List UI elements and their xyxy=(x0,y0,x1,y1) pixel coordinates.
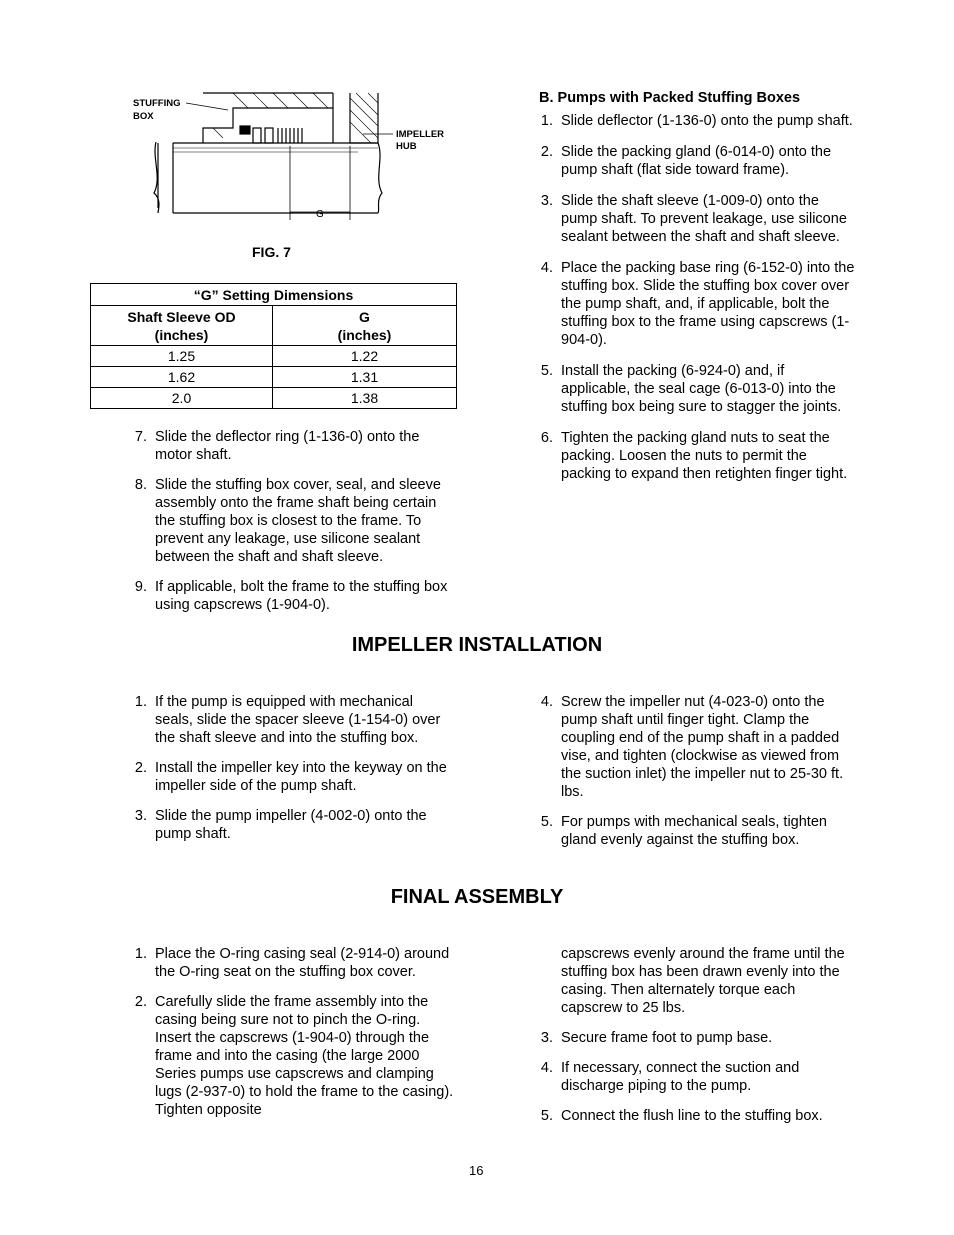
table-row xyxy=(91,367,457,388)
table-cell: 2.0 xyxy=(91,388,273,409)
list-item: 2. Carefully slide the frame assembly into the casing being sure not to pinch the O-ring. Insert the capscrews (1-904-0) through the frame and into the casing (the large 2000 Series pumps use capscrews and clamping lugs (2-937-0) to hold the frame to the casing). Tighten opposite xyxy=(134,994,454,1118)
list-item: 3. Slide the pump impeller (4-002-0) onto the pump shaft. xyxy=(134,808,427,842)
list-item: 3. Slide the shaft sleeve (1-009-0) onto the pump shaft. To prevent leakage, use silicone sealant between the shaft and shaft sleeve. xyxy=(540,193,847,245)
table-cell: 1.25 xyxy=(91,346,273,367)
table-header-g: G (inches) xyxy=(273,306,457,346)
left-top-steps xyxy=(129,428,454,614)
stuffing-box-label-line2: BOX xyxy=(133,111,154,122)
table-title: “G” Setting Dimensions xyxy=(91,284,457,306)
list-item: 2. Slide the packing gland (6-014-0) onto the pump shaft (flat side toward frame). xyxy=(540,144,832,178)
final-assembly-heading: FINAL ASSEMBLY xyxy=(390,886,564,908)
table-cell: 1.62 xyxy=(91,367,273,388)
packed-section-title: B. Pumps with Packed Stuffing Boxes xyxy=(539,90,801,106)
page-number: 16 xyxy=(469,1163,484,1178)
table-cell: 1.38 xyxy=(273,388,457,409)
impeller-right-steps xyxy=(535,693,855,849)
list-item: 5. For pumps with mechanical seals, tighten gland evenly against the stuffing box. xyxy=(540,814,827,848)
list-item: 1. Place the O-ring casing seal (2-914-0) around the O-ring seat on the stuffing box cover. xyxy=(134,946,450,980)
final-continuation-text: capscrews evenly around the frame until the stuffing box has been drawn evenly into the casing. Then alternately torque each capscrew to 25 lbs. xyxy=(561,946,845,1016)
g-setting-table xyxy=(90,283,457,409)
list-item: 5. Install the packing (6-924-0) and, if applicable, the seal cage (6-013-0) into the stuffing box being sure to stagger the joints. xyxy=(540,363,842,415)
list-item: 1. Slide deflector (1-136-0) onto the pump shaft. xyxy=(540,113,853,129)
list-item: 4. Place the packing base ring (6-152-0) into the stuffing box. Slide the stuffing box cover over the pump shaft, and, if applicable, bolt the stuffing box to the frame using capscrews (1-904-0). xyxy=(540,260,855,348)
list-item: 5. Connect the flush line to the stuffing box. xyxy=(540,1108,823,1124)
list-item: 8. Slide the stuffing box cover, seal, and sleeve assembly onto the frame shaft being certain the stuffing box is closest to the frame. To prevent any leakage, use silicone sealant between the shaft and shaft sleeve. xyxy=(134,477,441,565)
impeller-hub-label-line2: HUB xyxy=(396,141,417,152)
list-item: 2. Install the impeller key into the keyway on the impeller side of the pump shaft. xyxy=(134,760,447,794)
impeller-hub-label-line1: IMPELLER xyxy=(396,129,445,140)
table-cell: 1.22 xyxy=(273,346,457,367)
list-item: 7. Slide the deflector ring (1-136-0) onto the motor shaft. xyxy=(134,429,420,463)
table-row xyxy=(91,388,457,409)
g-dimension-label: G xyxy=(316,209,324,220)
table-cell: 1.31 xyxy=(273,367,457,388)
final-right-steps xyxy=(535,1029,855,1125)
list-item: 6. Tighten the packing gland nuts to seat the packing. Loosen the nuts to permit the packing to expand then retighten finger tight. xyxy=(540,430,848,482)
impeller-left-steps xyxy=(129,693,454,843)
list-item: 3. Secure frame foot to pump base. xyxy=(540,1030,773,1046)
figure-caption: FIG. 7 xyxy=(252,244,291,260)
impeller-installation-heading: IMPELLER INSTALLATION xyxy=(351,634,603,656)
table-row xyxy=(91,346,457,367)
list-item: 4. If necessary, connect the suction and discharge piping to the pump. xyxy=(540,1060,800,1094)
list-item: 4. Screw the impeller nut (4-023-0) onto the pump shaft until finger tight. Clamp the coupling end of the pump shaft in a padded vise, and tighten (clockwise as viewed from the suction inlet) the impeller nut to 25-30 ft. lbs. xyxy=(540,694,844,800)
stuffing-box-label-line1: STUFFING xyxy=(133,98,181,109)
table-header-shaft-sleeve: Shaft Sleeve OD (inches) xyxy=(91,306,273,346)
final-left-steps xyxy=(129,945,454,1119)
list-item: 1. If the pump is equipped with mechanical seals, slide the spacer sleeve (1-154-0) over the shaft sleeve and into the stuffing box. xyxy=(134,694,441,746)
list-item: 9. If applicable, bolt the frame to the stuffing box using capscrews (1-904-0). xyxy=(134,579,448,613)
fig-7-diagram xyxy=(128,88,468,228)
packed-steps xyxy=(535,112,855,483)
